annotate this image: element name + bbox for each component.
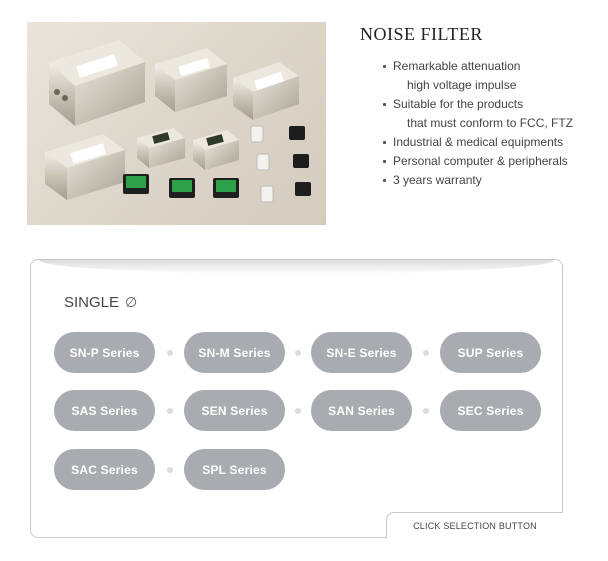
separator-dot	[167, 408, 173, 414]
feature-item: Remarkable attenuation	[381, 57, 573, 76]
feature-item-continued: high voltage impulse	[407, 78, 517, 92]
series-selection-panel	[30, 259, 563, 538]
separator-dot	[423, 408, 429, 414]
feature-item: Personal computer & peripherals	[381, 152, 573, 171]
sn-m-series-button[interactable]: SN-M Series	[184, 332, 285, 373]
sec-series-button[interactable]: SEC Series	[440, 390, 541, 431]
sas-series-button[interactable]: SAS Series	[54, 390, 155, 431]
spl-series-button[interactable]: SPL Series	[184, 449, 285, 490]
sac-series-button[interactable]: SAC Series	[54, 449, 155, 490]
feature-item: Industrial & medical equipments	[381, 133, 573, 152]
product-photo	[27, 22, 326, 225]
separator-dot	[167, 350, 173, 356]
feature-item: Suitable for the products	[381, 95, 573, 114]
panel-top-shadow	[39, 260, 554, 274]
separator-dot	[423, 350, 429, 356]
sn-e-series-button[interactable]: SN-E Series	[311, 332, 412, 373]
noise-filters-illustration	[27, 22, 326, 225]
feature-item-continued: that must conform to FCC, FTZ	[407, 116, 574, 130]
sen-series-button[interactable]: SEN Series	[184, 390, 285, 431]
separator-dot	[295, 350, 301, 356]
click-selection-hint: CLICK SELECTION BUTTON	[386, 512, 563, 538]
feature-item: 3 years warranty	[381, 171, 573, 190]
sup-series-button[interactable]: SUP Series	[440, 332, 541, 373]
sn-p-series-button[interactable]: SN-P Series	[54, 332, 155, 373]
separator-dot	[167, 467, 173, 473]
single-phase-group-title	[64, 294, 137, 311]
page-title: NOISE FILTER	[360, 24, 483, 44]
separator-dot	[295, 408, 301, 414]
feature-list	[381, 57, 573, 190]
group-label: SINGLE	[64, 294, 120, 311]
san-series-button[interactable]: SAN Series	[311, 390, 412, 431]
phase-symbol-icon: ∅	[125, 295, 138, 311]
